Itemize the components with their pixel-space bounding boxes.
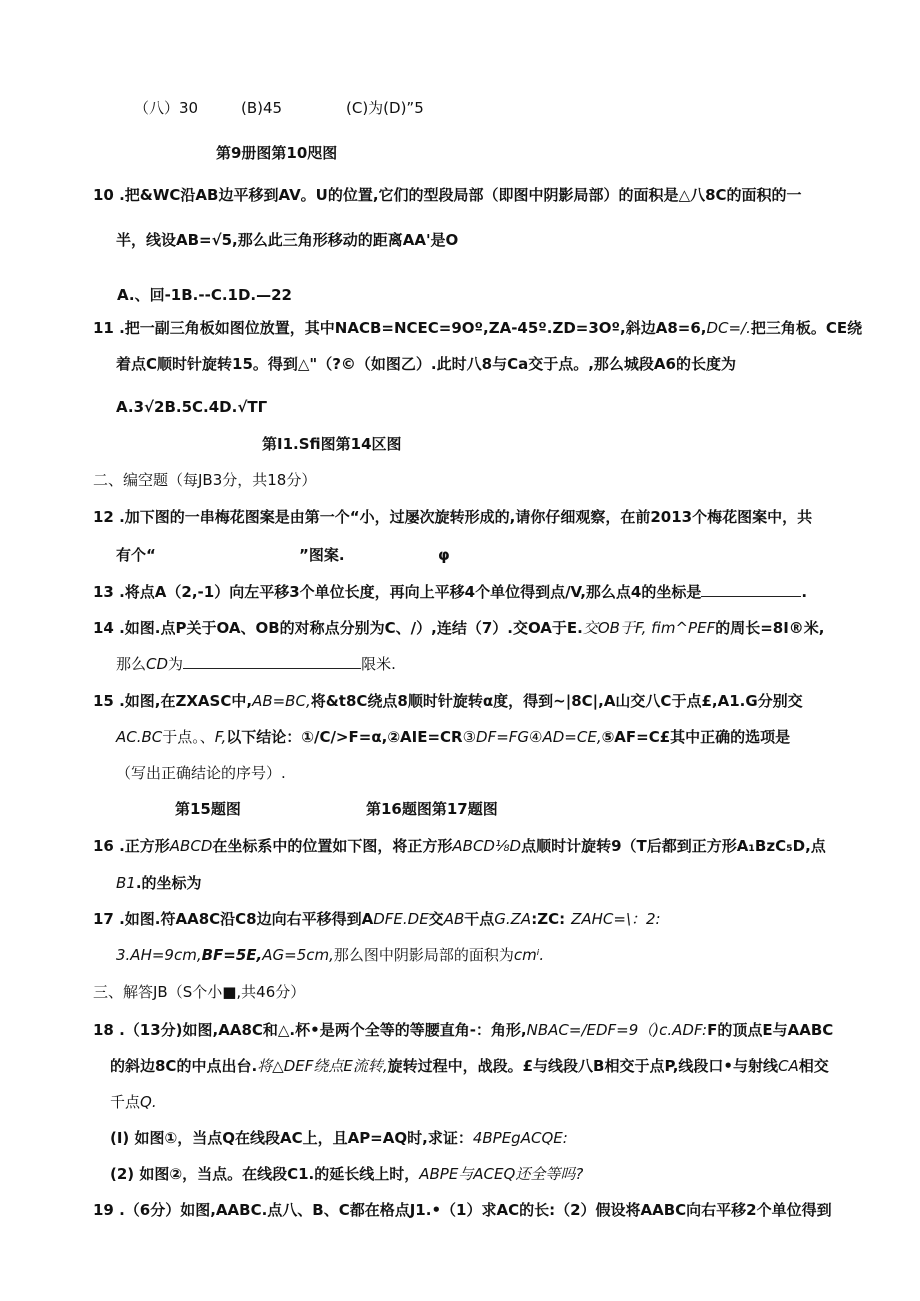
q12-text-c: φ [438,546,450,564]
q17-text-a: 17 .如图.符AA8C沿C8边向右平移得到A [93,910,374,928]
q17-line-1 [93,908,661,930]
q10-text-b: △八8C的面积的一 [678,186,802,204]
q14-answer-blank[interactable] [183,654,361,669]
q14-text-a2: 那么 [116,655,147,673]
q12-line-1: 12 .加下图的一串梅花图案是由第一个“小，过屡次旋转形成的,请你仔细观察，在前2013个梅花图案中，共 [93,508,813,526]
q15-text-b: AB=BC, [252,692,311,710]
section-3-heading: 三、解答JB（S个小■,共46分） [93,983,306,1001]
q11-options: A.3√2B.5C.4D.√TΓ [116,398,268,416]
q9-options [134,97,424,119]
q12-text-a: 有个“ [116,546,156,564]
q15-text-e2: ③DF=FG④AD=CE, [462,728,602,746]
q10-text-a: 10 .把&WC沿AB边平移到AV。U的位置,它们的型段局部（即图中阴影局部）的面积是 [93,186,679,204]
q18-text-c: F的顶点E与AABC [707,1021,834,1039]
q19-line-1: 19 .（6分）如图,AABC.点八、B、C都在格点J1.•（1）求AC的长:（2）假设将AABC向右平移2个单位得到 [93,1201,832,1219]
q17-text-c: 交 [428,910,444,928]
q17-text-h: ZAHC=\：2: [571,910,661,928]
q17-text-e: 干点 [464,910,495,928]
q10-options: A.、回-1B.--C.1D.—22 [117,286,292,304]
q11-text-c: º.ZD=3O [538,319,612,337]
q10-line-1 [93,184,802,206]
q17-text-e2: cm [513,946,537,964]
q18-text-b3: Q. [140,1093,157,1111]
q18-part-2 [110,1163,583,1185]
q16-text-e: 点顺时计旋转9（T后都到正方形A₁BzC₅D,点 [521,837,826,855]
q15-text-a2: AC.BC [116,728,163,746]
q14-line-2 [116,653,396,675]
q16-text-a: 16 .正方形 [93,837,170,855]
q9-option-c: (C)为(D)”5 [346,99,424,117]
q11-text-d: º,斜边A8=6, [611,319,707,337]
q16-text-c: 在坐标系中的位置如下图，将正方形 [212,837,453,855]
q17-text-d: AB [443,910,465,928]
q18-part-2-text: (2) 如图②，当点。在线段C1.的延长线上时， [110,1165,420,1183]
q11-text-f: 把三角板。CE绕 [750,319,863,337]
q18-text-b2: 将△DEF绕点E流转, [257,1057,388,1075]
q15-text-b2: 于点。、 [162,728,215,746]
q15-line-1 [93,690,803,712]
q11-line-2: 着点C顺时针旋转15。得到△"（?©（如图乙）.此时八8与Ca交于点。,那么城段A6的长度为 [116,355,736,373]
q18-line-3 [110,1091,157,1113]
q14-text-b: 交OB于F, fim^PEF [582,619,716,637]
q17-text-b2: BF=5E, [201,946,263,964]
q14-text-b2: CD [146,655,169,673]
q15-text-c2: F, [214,728,227,746]
q15-text-d2: 以下结论：①/C/>F=α,②AIE=CR [226,728,463,746]
q10-line-2: 半，线设AB=√5,那么此三角形移动的距离AA'是O [116,231,459,249]
q15-line-2 [116,726,790,748]
q9-option-a: （八）30 [134,99,199,117]
q16-line-2 [116,872,202,894]
q14-text-d2: 限米. [361,655,396,673]
q18-text-a2: 的斜边8C的中点出台. [110,1057,258,1075]
figure-caption-9-10: 第9册图第10咫图 [216,144,338,162]
q18-part-2-formula: ABPE与ACEQ还全等吗? [419,1165,584,1183]
q15-text-c: 将&t8C绕点8顺时针旋转α度，得到~|8C|,A山交八C于点£,A1.G分别交 [310,692,803,710]
q13-answer-blank[interactable] [701,582,801,597]
figure-caption-15: 第15题图 [175,800,241,818]
q18-line-1 [93,1019,833,1041]
q11-text-b: º,ZA-45 [474,319,539,337]
q15-line-3: （写出正确结论的序号）. [116,764,286,782]
q16-text-b: ABCD [169,837,213,855]
figure-caption-11-14: 第I1.Sfi图第14区图 [262,435,402,453]
q17-text-d2: 那么图中阴影局部的面积为 [333,946,514,964]
q17-text-b: DFE.DE [373,910,429,928]
q18-text-c2: 旋转过程中，战段。£与线段八B相交于点P,线段口•与射线 [387,1057,779,1075]
q13-period: . [801,583,808,601]
q16-text-b2: .的坐标为 [135,874,202,892]
q18-text-a3: 千点 [110,1093,141,1111]
q18-text-b: NBAC=/EDF=9（)c.ADF: [526,1021,708,1039]
q18-text-a: 18 .（13分)如图,AA8C和△.杯•是两个全等的等腰直角-：角形, [93,1021,527,1039]
q16-text-a2: B1 [116,874,136,892]
section-2-heading: 二、编空题（每JB3分，共18分） [93,471,317,489]
q11-line-1 [93,317,862,339]
q11-text-a: 11 .把一副三角板如图位放置，其中NACB=NCEC=9O [93,319,475,337]
q17-text-a2: 3.AH=9cm, [116,946,202,964]
q17-line-2 [116,944,544,966]
q15-text-f2: ⑤AF=C£其中正确的选项是 [601,728,791,746]
q14-text-a: 14 .如图.点P关于OA、OB的对称点分别为C、/）,连结（7）.交OA于E. [93,619,583,637]
q13-text: 13 .将点A（2,-1）向左平移3个单位长度，再向上平移4个单位得到点/V,那么点4的坐标是 [93,583,702,601]
figure-caption-16-17: 第16题图第17题图 [366,800,498,818]
q17-text-c2: AG=5cm, [262,946,334,964]
q12-text-b: ”图案. [299,546,345,564]
q9-option-b: (B)45 [241,99,283,117]
q17-text-f: G.ZA [494,910,532,928]
q16-line-1 [93,835,826,857]
q17-text-f2: ⁱ. [536,946,545,964]
q18-text-e2: 相交 [798,1057,829,1075]
q14-text-c2: 为 [168,655,184,673]
q12-line-2 [116,544,450,566]
q11-text-e: DC=/. [706,319,751,337]
q18-part-1 [110,1127,568,1149]
q13-line [93,581,807,603]
q18-text-d2: CA [778,1057,799,1075]
q17-text-g: :ZC: [531,910,566,928]
q16-text-d: ABCD⅛D [452,837,522,855]
q18-part-1-formula: 4BPEgACQE: [472,1129,568,1147]
q18-part-1-text: (I) 如图①，当点Q在线段AC上，且AP=AQ时,求证： [110,1129,473,1147]
q18-line-2 [110,1055,829,1077]
q15-text-a: 15 .如图,在ZXASC中, [93,692,253,710]
q14-line-1 [93,617,825,639]
q14-text-c: 的周长=8I®米, [715,619,825,637]
